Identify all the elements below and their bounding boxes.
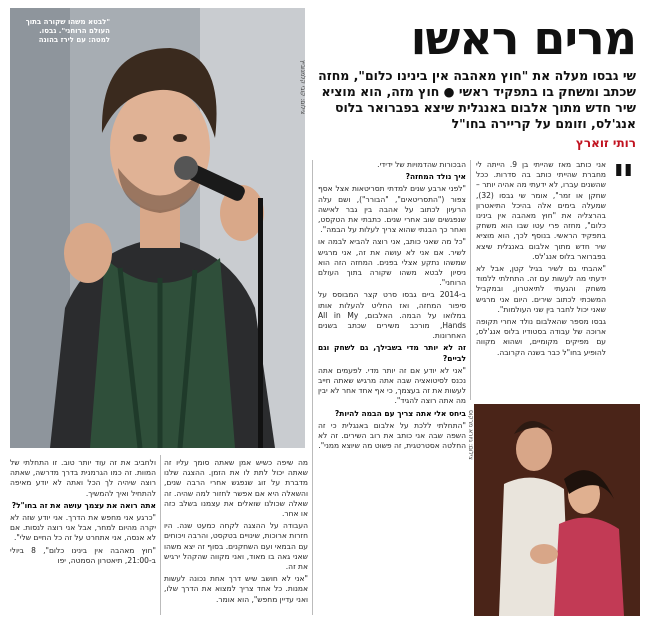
article-paragraph: מה שיפה כשיש אמן שאתה סומך עליו זה שאתה יכול לתת לו את הזמן. ההצגה שלנו מדברת על זוג שנפגש אחרי הרבה שנים, והשאלה היא אם אפשר לחזור למה שהיה. זה שאלה שכולנו שואלים את עצמנו בשלב כזה או אחר. (164, 458, 308, 519)
subhead: שי גבסו מעלה את "חוץ מאהבה אין בינינו כלום", מחזה שכתב ומשחק בו בתפקיד ראשי ● חוץ מזה, הוא מוציא שיר חדש מתוך אלבום באנגלית שיצא בפברואר בלוס אנג'לס, וזומם על קריירה בחו"ל (318, 68, 636, 131)
dance-illustration (474, 404, 640, 616)
article-paragraph: "אני לא יודע אם זה יותר מדי. לפעמים אתה נכנס לסיטואציה שבה אתה מרגיש שאתה חייב לעשות את זה בעצמך, כי אף אחד אחר לא יבין מה אתה רוצה להגיד". (318, 365, 466, 406)
photo-caption: "לבטא משהו שקורה בתוך העולם הרוחני". גבסו. למטה: עם לירז בהונה (25, 18, 110, 44)
performer-photo (10, 8, 305, 448)
article-paragraph: "כל מה שאני כותב, אני רוצה להביא לבמה או לשיר. אם אני לא עושה את זה, אני מרגיש שמשהו נתקע אצלי בפנים. המחזה הזה הוא ניסיון לבטא משהו שקורה בתוך העולם הרוחני". (318, 237, 466, 288)
performer-illustration (10, 8, 305, 448)
article-column-2 (318, 160, 466, 615)
article-paragraph: "אני לא חושב שיש דרך אחת נכונה לעשות אמנות. כל אחד צריך למצוא את הדרך שלו, ואני עדיין מחפש", הוא אומר. (164, 574, 308, 604)
interview-question: זה לא יותר מדי בשבילך, גם לשחק וגם לביים? (318, 343, 466, 363)
article-paragraph: "התחלתי ללכת על אלבום באנגלית כי זה השפה שבה אני כותב את רוב השירים. זה לא החלטה אסטרטגית, זה פשוט מה שיוצא ממני". (318, 420, 466, 451)
headline: מרים ראשו (410, 11, 636, 65)
article-paragraph: הבכורות שהדמויות של ידידי. (377, 160, 466, 169)
article-paragraph: "אהבתי גם לשיר בגיל קטן, אבל לא ידעתי מה לעשות עם זה. התחלתי ללמוד משחק והגעתי לתיאטרון, ובמקביל המשכתי לכתוב שירים. היום אני מרגיש שאני יכול לחבר בין שני העולמות". (476, 264, 606, 314)
byline: רותי זוארץ (575, 136, 636, 150)
dance-photo (474, 404, 640, 616)
photo-credit-main: צילום: קובי קלמנוביץ (299, 60, 306, 115)
article-paragraph: ב-2014 ביים גבסו סרט קצר המבוסס על סיפור המחזה, ואז החליט להעלות אותו במלואו על הבמה. האלבום, All in My Hands, מורכב משירים שכתב בשנים האחרונות. (318, 290, 466, 341)
photo-credit-dance: צילום: גיורא מרקוס (467, 410, 474, 460)
article-paragraph: "לפני ארבע שנים למדתי תסריטאות אצל אסף צפור ("התסריטאים", "הבורר"), ושם עלה הרעיון לכתוב על אהבה בין גבר לאישה שנפגשים שוב אחרי שנים. כתבתי את הטקסט, ואחר כך הבנתי שהוא צריך לעלות על הבמה". (318, 184, 466, 235)
article-column-1 (476, 160, 606, 400)
article-paragraph: העבודה על ההצגה לקחה כמעט שנה. היו חזרות ארוכות, שינויים בטקסט, והרבה ויכוחים עם הבמאי ועם השחקנים. בסוף זה יצא משהו שאני גאה בו מאוד, ואני מקווה שהקהל ירגיש את זה. (164, 521, 308, 572)
quote-mark: " (612, 156, 635, 207)
article-paragraph: גבסו מספר שהאלבום נולד אחרי תקופה ארוכה של עבודה בסטודיו בלוס אנג'לס, עם מפיקים מקומיים, ושהוא מקווה להופיע בחו"ל כבר בשנה הקרובה. (476, 317, 606, 357)
column-divider (470, 160, 471, 400)
article-column-4 (10, 458, 156, 618)
column-divider (160, 455, 161, 615)
article-column-3 (164, 458, 308, 618)
article-paragraph: "חוץ מאהבה אין בינינו כלום", 8 ביולי ב-21:00, תיאטרון הסמטה, יפו (10, 545, 156, 565)
article-paragraph: ולחביב את זה עוד יותר טוב. זו התחלתי של המוות. זה כמו הגרמנית בדרך מדרשה, שאתה רוצה שיהיה לך הכל ואתה לא יודע מאיפה להתחיל ואיך להמשיך. (10, 458, 156, 498)
interview-question: ביחס אלי אתה צריך עם הבמה להיות? (334, 408, 466, 418)
interview-question: איך נולד המחזה? (405, 172, 466, 182)
interview-question: אתה רואה את עצמך עושה את זה בחו"ל? (11, 500, 156, 510)
article-paragraph: אני כותב מאז שהייתי בן 9. הייתה לי מחברת שהייתי כותב בה סדרות. ככל שהשנים עברו, לא ידעתי מה אהיה יותר – שחקן או זמר", אומר שי גבסו (32), שמעלה בימים אלה בהיכל התיאטרון בהרצליה את "חוץ מאהבה אין בינינו כלום", מחזה פרי עטו שבו הוא משחק בתפקיד הראשי. בנוסף לכך, הוא מוציא שיר חדש מתוך אלבום באנגלית שיצא בפברואר בלוס אנג'לס. (476, 160, 606, 261)
column-divider (312, 160, 313, 615)
article-paragraph: "כרגע אני מחפש את הדרך. אני יודע שזה לא יקרה מהיום למחר, אבל אני רוצה לנסות. אם לא אנסה, אני אתחרט על זה כל החיים שלי". (10, 513, 156, 543)
